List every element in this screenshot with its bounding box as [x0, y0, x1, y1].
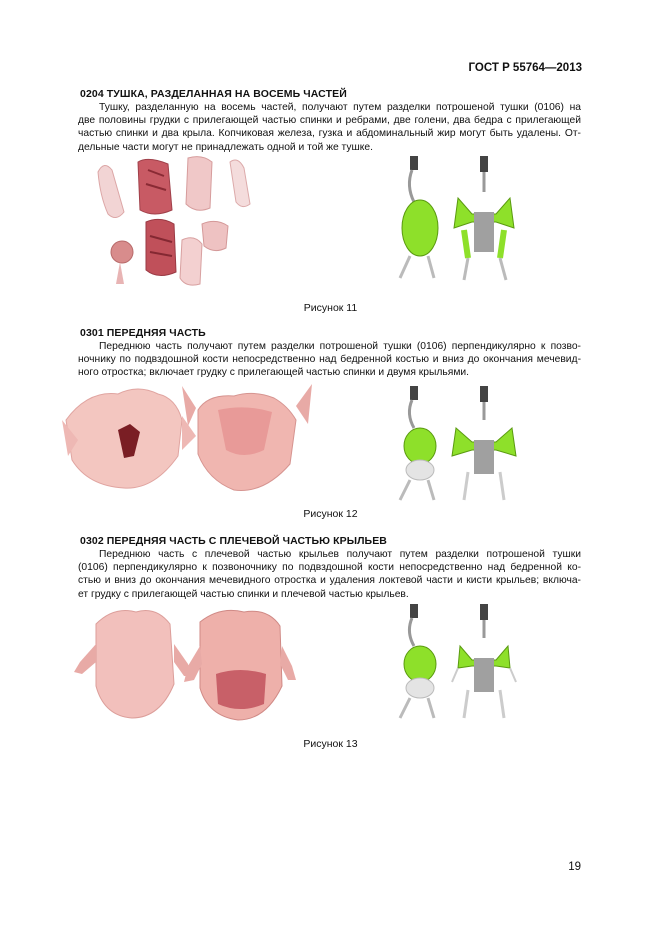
text-line: (0106) перпендикулярно к позвоночнику по подвздошной кости непосредственно над бедренной ко- [78, 562, 581, 574]
skeleton-side-view [400, 156, 438, 278]
text-line: ночнику по подвздошной кости непосредственно над бедренной костью и вниз до окончания мечевид- [78, 354, 581, 366]
text-line: частью спинки и два крыла. Копчиковая железа, гузка и абдоминальный жир могут быть удалены. От- [78, 128, 581, 140]
figure-12-front-part-photo [58, 380, 318, 500]
standard-number: ГОСТ Р 55764—2013 [468, 62, 582, 74]
section-title-0301: 0301 ПЕРЕДНЯЯ ЧАСТЬ [80, 327, 206, 339]
text-line: ет грудку с прилегающей частью спинки и плечевой частью крыльев. [78, 588, 409, 600]
figure-11-skeleton-diagram [384, 152, 524, 284]
figure-12-caption: Рисунок 12 [303, 508, 358, 520]
text-line: две половины грудки с прилегающей частью спинки и ребрами, две голени, два бедра с прилегающей [78, 115, 581, 127]
section-title-0204: 0204 ТУШКА, РАЗДЕЛАННАЯ НА ВОСЕМЬ ЧАСТЕЙ [80, 88, 347, 100]
text-line: стью и вниз до окончания мечевидного отростка и удаления локтевой части и кисти крыльев; включа- [78, 575, 581, 587]
page-number: 19 [568, 861, 581, 873]
skeleton-side-view [400, 604, 436, 718]
text-line: дельные части могут не принадлежать одной и той же тушке. [78, 141, 374, 153]
skeleton-front-view [454, 156, 514, 280]
skeleton-front-view [452, 604, 516, 718]
figure-12-skeleton-diagram [384, 384, 524, 502]
figure-11-caption: Рисунок 11 [303, 302, 358, 314]
text-line: Тушку, разделанную на восемь частей, получают путем разделки потрошеной тушки (0106) на [99, 102, 581, 113]
section-text-0204 [78, 101, 581, 154]
section-text-0301 [78, 340, 581, 380]
skeleton-side-view [400, 386, 436, 500]
text-line: Переднюю часть получают путем разделки потрошеной тушки (0106) перпендикулярно к позво- [99, 341, 581, 352]
skeleton-front-view [452, 386, 516, 500]
figure-13-caption: Рисунок 13 [303, 738, 358, 750]
text-line: Переднюю часть с плечевой частью крыльев получают путем разделки потрошеной тушки [99, 549, 581, 560]
text-line: ного отростка; включает грудку с прилегающей частью спинки и двумя крыльями. [78, 367, 470, 379]
figure-11-meat-pieces [90, 152, 270, 292]
figure-13-front-part-photo [70, 604, 300, 724]
section-text-0302 [78, 548, 581, 601]
figure-13-skeleton-diagram [384, 602, 524, 720]
section-title-0302: 0302 ПЕРЕДНЯЯ ЧАСТЬ С ПЛЕЧЕВОЙ ЧАСТЬЮ КРЫЛЬЕВ [80, 535, 387, 547]
